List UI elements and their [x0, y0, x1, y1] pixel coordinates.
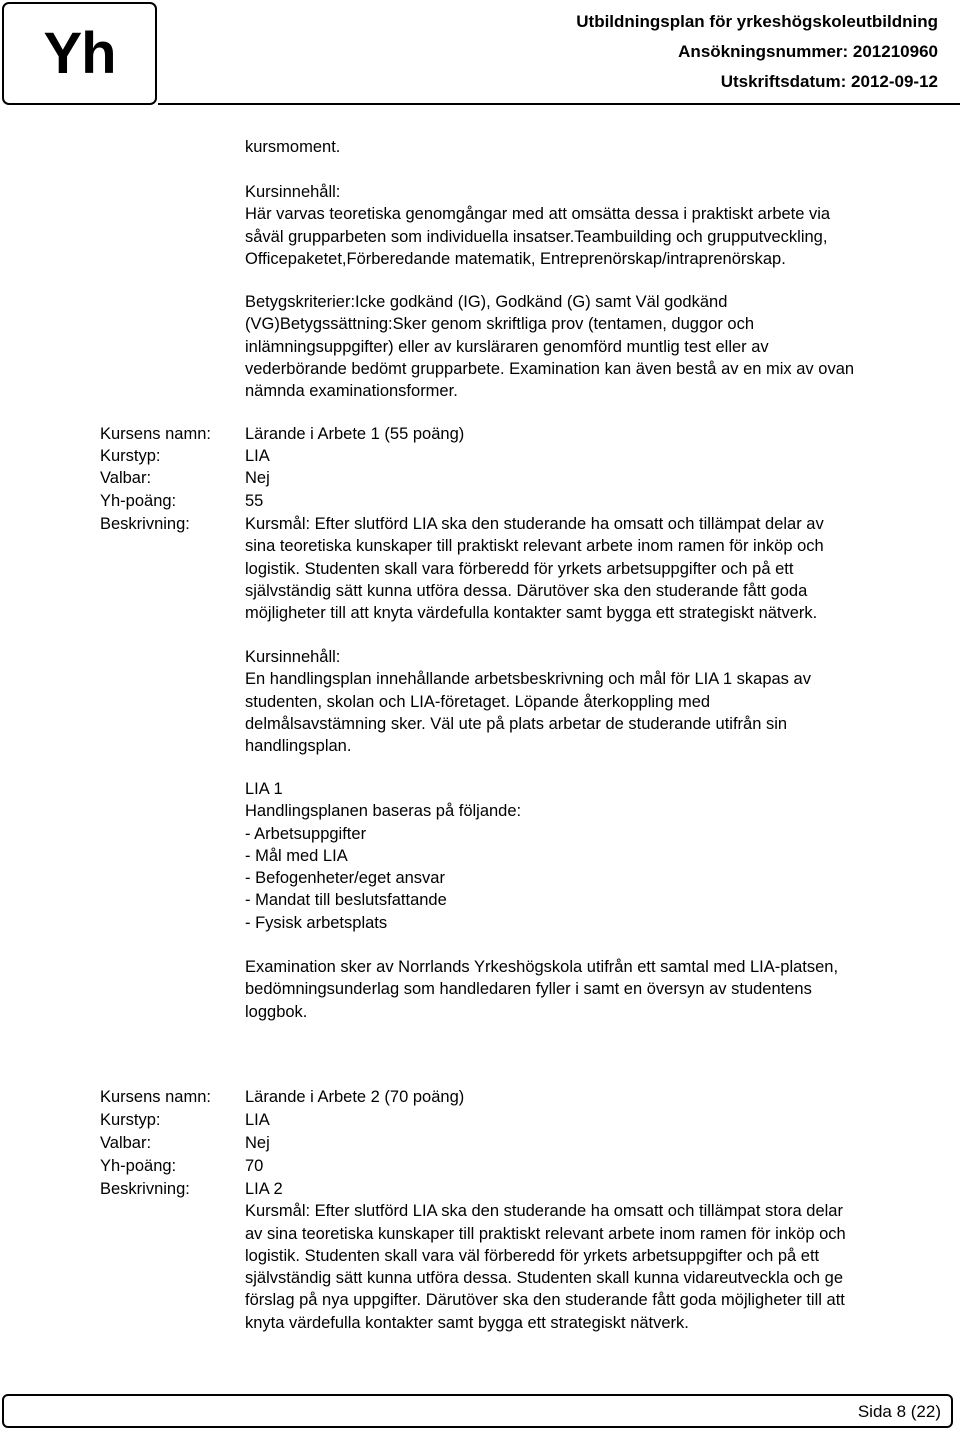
text-line: LIA 2 [245, 1180, 283, 1198]
course-goal [245, 513, 957, 624]
header-divider [158, 103, 960, 105]
text-line: bedömningsunderlag som handledaren fyller i samt en översyn av studentens [245, 980, 812, 999]
text-line: knyta värdefulla kontakter samt bygga ett strategiskt nätverk. [245, 1313, 689, 1332]
course-content [245, 646, 957, 757]
course-name: Lärande i Arbete 1 (55 poäng) [245, 425, 465, 443]
course-type-label: Kurstyp: [100, 1111, 161, 1129]
text-line: Examination sker av Norrlands Yrkeshögskola utifrån ett samtal med LIA-platsen, [245, 958, 839, 976]
text-line: studenten, skolan och LIA-företaget. Löpande återkoppling med [245, 692, 711, 711]
page-footer [2, 1394, 953, 1428]
course-points-label: Yh-poäng: [100, 1157, 177, 1175]
text-line: Handlingsplanen baseras på följande: [245, 802, 522, 821]
course-points: 70 [245, 1157, 264, 1175]
text-line: inlämningsuppgifter) eller av kursläraren genomförd muntlig test eller av [245, 337, 769, 356]
text-line: Officepaketet,Förberedande matematik, Entreprenörskap/intraprenörskap. [245, 249, 786, 268]
text-line: kursmoment. [245, 138, 341, 156]
text-line: självständig sätt kunna utföra dessa. Därutöver ska den studerande fått goda [245, 581, 808, 600]
text-line: Här varvas teoretiska genomgångar med att omsätta dessa i praktiskt arbete via [245, 205, 831, 224]
course-description-label: Beskrivning: [100, 515, 190, 533]
document-title: Utbildningsplan för yrkeshögskoleutbildning [576, 12, 938, 31]
grading-criteria [245, 291, 957, 402]
list-item: - Arbetsuppgifter [245, 824, 367, 843]
text-line: såväl grupparbeten som individuella insatser.Teambuilding och grupputveckling, [245, 227, 828, 246]
text-line: handlingsplan. [245, 737, 352, 756]
text-line: av sina teoretiska kunskaper till praktiskt relevant arbete inom ramen för inköp och [245, 1224, 846, 1243]
text-line: Kursmål: Efter slutförd LIA ska den studerande ha omsatt och tillämpat delar av [245, 515, 824, 533]
course-optional-label: Valbar: [100, 1134, 152, 1152]
previous-course-content [245, 181, 957, 270]
course-name: Lärande i Arbete 2 (70 poäng) [245, 1088, 465, 1106]
course-name-label: Kursens namn: [100, 425, 211, 443]
content-heading: Kursinnehåll: [245, 648, 341, 666]
course-optional: Nej [245, 469, 270, 487]
course-type: LIA [245, 1111, 270, 1129]
action-plan [245, 778, 957, 934]
page-number: Sida 8 (22) [857, 1402, 941, 1421]
text-line: nämnda examinationsformer. [245, 382, 458, 401]
print-date: Utskriftsdatum: 2012-09-12 [720, 72, 938, 91]
text-line: logistik. Studenten skall vara väl förberedd för yrkets arbetsuppgifter och på ett [245, 1246, 820, 1265]
text-line: delmålsavstämning sker. Väl ute på plats arbetar de studerande utifrån sin [245, 714, 788, 733]
text-line: Kursmål: Efter slutförd LIA ska den studerande ha omsatt och tillämpat stora delar [245, 1202, 843, 1221]
list-item: - Mandat till beslutsfattande [245, 891, 447, 910]
content-heading: Kursinnehåll: [245, 183, 341, 201]
list-item: - Mål med LIA [245, 846, 348, 865]
text-line: En handlingsplan innehållande arbetsbeskrivning och mål för LIA 1 skapas av [245, 670, 811, 689]
text-line: sina teoretiska kunskaper till praktiskt relevant arbete inom ramen för inköp och [245, 537, 824, 556]
course-optional-label: Valbar: [100, 469, 152, 487]
list-item: - Befogenheter/eget ansvar [245, 869, 445, 888]
text-line: möjligheter till att knyta värdefulla kontakter samt bygga ett strategiskt nätverk. [245, 604, 818, 623]
text-line: logistik. Studenten skall vara förberedd för yrkets arbetsuppgifter och på ett [245, 559, 794, 578]
yh-logo: Yh [2, 2, 157, 105]
text-line: (VG)Betygssättning:Sker genom skriftliga prov (tentamen, duggor och [245, 315, 754, 334]
course-description [245, 1178, 957, 1334]
examination [245, 956, 957, 1023]
text-line: LIA 1 [245, 780, 283, 798]
list-item: - Fysisk arbetsplats [245, 913, 388, 932]
course-points-label: Yh-poäng: [100, 492, 177, 510]
application-number: Ansökningsnummer: 201210960 [678, 42, 938, 61]
text-line: vederbörande bedömt grupparbete. Examination kan även bestå av en mix av ovan [245, 359, 855, 378]
text-line: förslag på nya uppgifter. Därutöver ska den studerande fått goda möjligheter till att [245, 1291, 845, 1310]
text-line: Betygskriterier:Icke godkänd (IG), Godkänd (G) samt Väl godkänd [245, 293, 728, 311]
continuation-text [245, 136, 957, 158]
course-points: 55 [245, 492, 264, 510]
course-description-label: Beskrivning: [100, 1180, 190, 1198]
course-optional: Nej [245, 1134, 270, 1152]
course-type-label: Kurstyp: [100, 447, 161, 465]
text-line: självständig sätt kunna utföra dessa. Studenten skall kunna vidareutveckla och ge [245, 1269, 844, 1288]
course-type: LIA [245, 447, 270, 465]
text-line: loggbok. [245, 1002, 308, 1021]
course-name-label: Kursens namn: [100, 1088, 211, 1106]
